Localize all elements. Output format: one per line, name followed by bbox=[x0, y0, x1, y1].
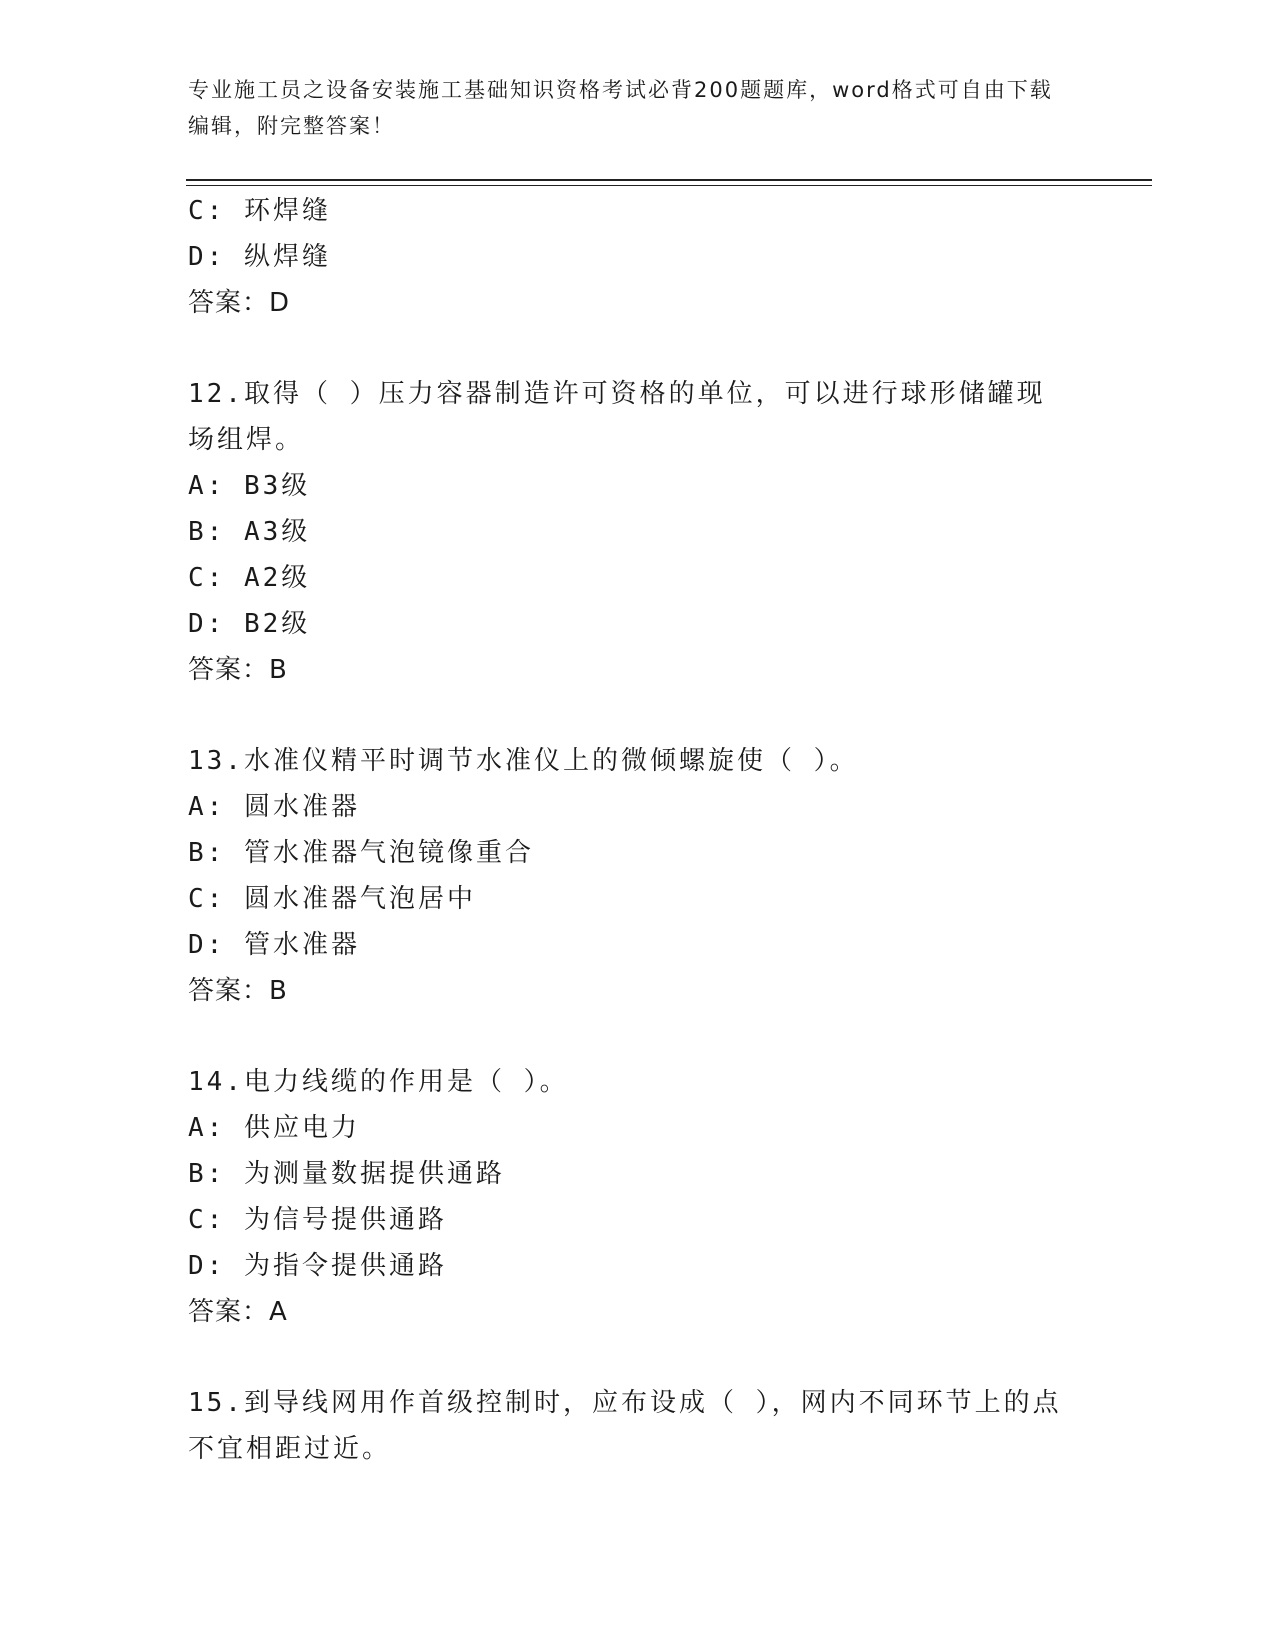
option-b: B: 为测量数据提供通路 bbox=[188, 1159, 505, 1189]
question-block-12 bbox=[188, 371, 1088, 693]
question-text: 13.水准仪精平时调节水准仪上的微倾螺旋使（ ）。 bbox=[188, 746, 859, 776]
answer: 答案：D bbox=[188, 288, 291, 318]
question-block-11 bbox=[188, 188, 1088, 326]
question-block-14 bbox=[188, 1059, 1088, 1335]
option-c: C: 环焊缝 bbox=[188, 196, 331, 226]
option-a: A: B3级 bbox=[188, 471, 311, 501]
answer: 答案：A bbox=[188, 1297, 288, 1327]
header-divider bbox=[186, 179, 1152, 181]
question-block-15 bbox=[188, 1380, 1088, 1472]
option-c: C: A2级 bbox=[188, 563, 311, 593]
question-text: 12.取得（ ）压力容器制造许可资格的单位，可以进行球形储罐现场组焊。 bbox=[188, 379, 1046, 455]
answer: 答案：B bbox=[188, 655, 288, 685]
option-d: D: 管水准器 bbox=[188, 930, 360, 960]
question-text: 15.到导线网用作首级控制时，应布设成（ ），网内不同环节上的点不宜相距过近。 bbox=[188, 1388, 1062, 1464]
question-text: 14.电力线缆的作用是（ ）。 bbox=[188, 1067, 569, 1097]
option-c: C: 圆水准器气泡居中 bbox=[188, 884, 476, 914]
header-divider-thin bbox=[186, 185, 1152, 186]
option-d: D: 为指令提供通路 bbox=[188, 1251, 447, 1281]
option-a: A: 供应电力 bbox=[188, 1113, 360, 1143]
question-list bbox=[188, 188, 1088, 1472]
option-a: A: 圆水准器 bbox=[188, 792, 360, 822]
document-header: 专业施工员之设备安装施工基础知识资格考试必背200题题库，word格式可自由下载编辑，附完整答案！ bbox=[188, 78, 1053, 138]
option-c: C: 为信号提供通路 bbox=[188, 1205, 447, 1235]
answer: 答案：B bbox=[188, 976, 288, 1006]
option-b: B: 管水准器气泡镜像重合 bbox=[188, 838, 534, 868]
option-b: B: A3级 bbox=[188, 517, 311, 547]
question-block-13 bbox=[188, 738, 1088, 1014]
option-d: D: B2级 bbox=[188, 609, 311, 639]
option-d: D: 纵焊缝 bbox=[188, 242, 331, 272]
